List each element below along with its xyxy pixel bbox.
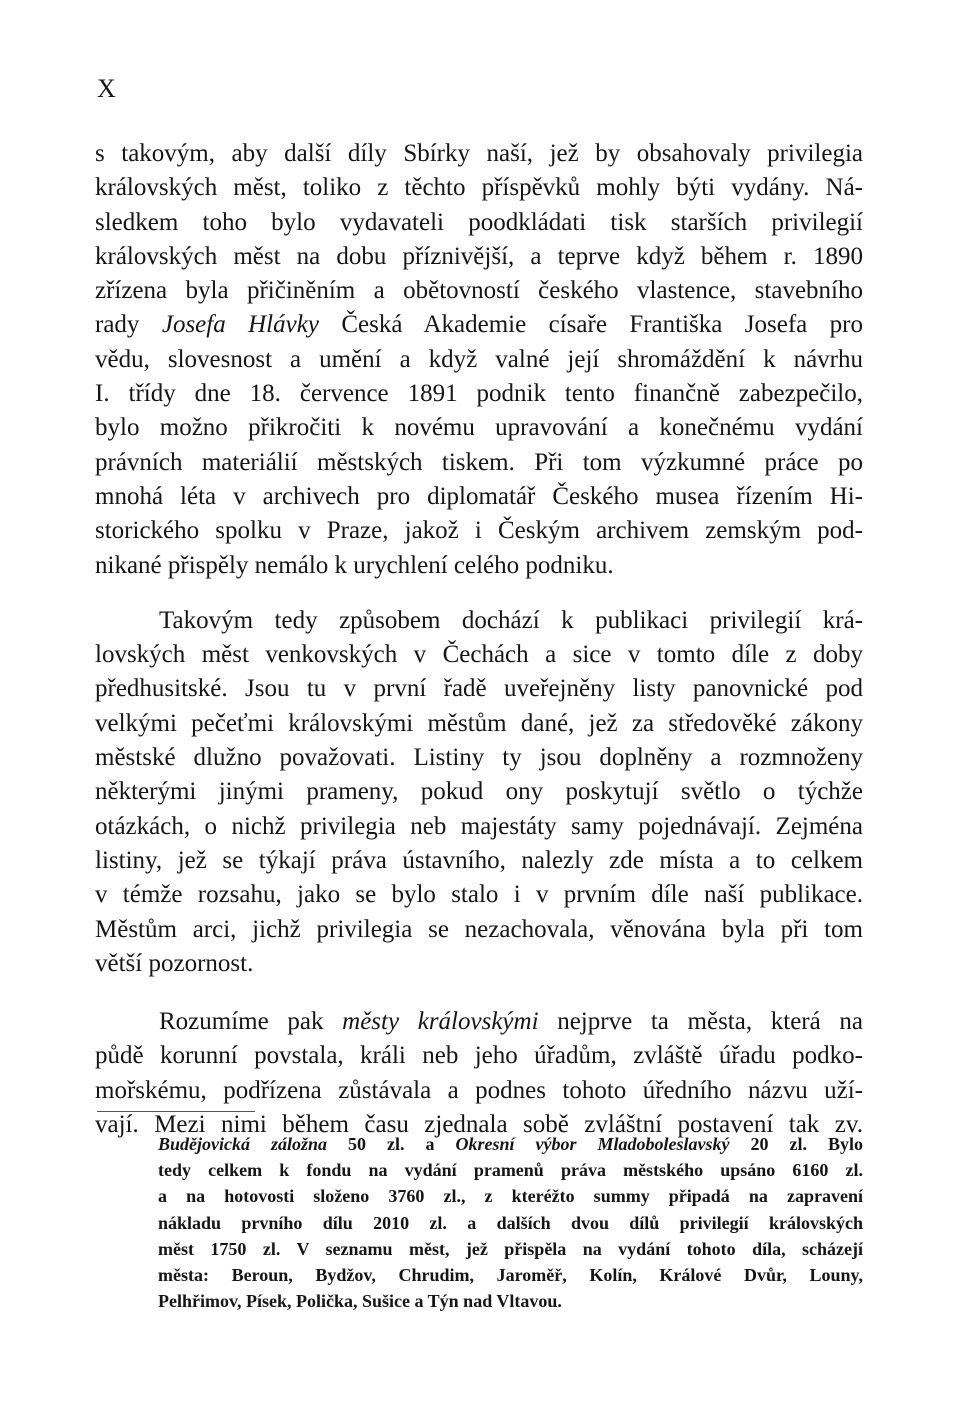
text-line: I. třídy dne 18. července 1891 podnik tento finančně zabezpečilo, [95,380,863,408]
footnote-line: tedy celkem k fondu na vydání pramenů práva městského upsáno 6160 zl. [158,1160,863,1181]
text-line: Takovým tedy způsobem dochází k publikaci privilegií krá- [159,606,863,634]
text-line: půdě korunní povstala, králi neb jeho úřadům, zvláště úřadu podko- [95,1042,863,1070]
footnote-separator [97,1111,255,1112]
text-line: nikané přispěly nemálo k urychlení celého podniku. [95,551,614,579]
text-line: velkými pečeťmi královskými městům dané, jež za středověké zákony [95,709,863,737]
text-line: v témže rozsahu, jako se bylo stalo i v prvním díle naší publikace. [95,881,863,909]
italic-budejovicka-zalozna: Budějovická záložna [158,1134,328,1154]
footnote [158,1131,863,1314]
text-line: otázkách, o nichž privilegia neb majestáty samy pojednávají. Zejména [95,812,863,840]
text-line: královských měst, toliko z těchto příspěvků mohly býti vydány. Ná- [95,174,863,202]
text-line: zřízena byla přičiněním a obětovností českého vlastence, stavebního [95,277,863,305]
paragraph-3 [95,1005,863,1142]
footnote-line: a na hotovosti složeno 3760 zl., z kteréžto summy připadá na zapravení [158,1186,863,1207]
page-number: X [97,74,117,103]
italic-okresni-vybor: Okresní výbor Mladoboleslavský [455,1134,730,1154]
text-line: storického spolku v Praze, jakož i Českým archivem zemským pod- [95,517,863,545]
text-line: městské dlužno považovati. Listiny ty jsou doplněny a rozmnoženy [95,744,863,772]
text-fragment: rady [95,311,162,339]
text-line: vají. Mezi nimi během času zjednala sobě zvláštní postavení tak zv. [95,1111,863,1139]
text-line: sledkem toho bylo vydavateli poodkládati tisk starších privilegií [95,208,863,236]
text-line: právních materiálií městských tiskem. Při tom výzkumné práce po [95,448,863,476]
main-text [95,137,863,1142]
text-line: Městům arci, jichž privilegia se nezachovala, věnována byla při tom [95,915,863,943]
footnote-line: měst 1750 zl. V seznamu měst, jež přispěla na vydání tohoto díla, scházejí [158,1238,863,1259]
italic-name-josefa-hlavky: Josefa Hlávky [161,311,319,339]
text-line: mořskému, podřízena zůstávala a podnes tohoto úředního názvu uží- [95,1076,863,1104]
text-line: větší pozornost. [95,949,254,977]
paragraph-1 [95,137,863,583]
text-line: vědu, slovesnost a umění a když valné její shromáždění k návrhu [95,345,863,373]
text-fragment: 20 zl. Bylo [729,1134,863,1154]
text-line: předhusitské. Jsou tu v první řadě uveřejněny listy panovnické pod [95,675,863,703]
text-line: listiny, jež se týkají práva ústavního, nalezly zde místa a to celkem [95,846,863,874]
text-fragment: 50 zl. a [327,1134,456,1154]
text-line: některými jinými prameny, pokud ony poskytují světlo o týchže [95,778,863,806]
text-fragment: nejprve ta města, která na [538,1008,863,1036]
paragraph-2 [95,604,863,981]
text-line [95,1005,863,1039]
footnote-line: města: Beroun, Bydžov, Chrudim, Jaroměř, Kolín, Králové Dvůr, Louny, [158,1265,863,1286]
text-line: mnohá léta v archivech pro diplomatář Českého musea řízením Hi- [95,482,863,510]
footnote-line: nákladu prvního dílu 2010 zl. a dalších dvou dílů privilegií královských [158,1212,863,1233]
footnote-line [158,1131,863,1157]
text-line: s takovým, aby další díly Sbírky naší, jež by obsahovaly privilegia [95,140,863,167]
footnote-line: Pelhřimov, Písek, Polička, Sušice a Týn nad Vltavou. [158,1291,562,1312]
text-line [95,308,863,342]
italic-term-mesty-kralovskymi: městy královskými [342,1008,539,1036]
text-line: lovských měst venkovských v Čechách a sice v tomto díle z doby [95,641,863,669]
text-fragment: Česká Akademie císaře Františka Josefa pro [318,311,864,339]
text-fragment: Rozumíme pak [159,1008,343,1036]
text-line: bylo možno přikročiti k novému upravování a konečnému vydání [95,414,863,442]
text-line: královských měst na dobu příznivější, a teprve když během r. 1890 [95,242,863,270]
